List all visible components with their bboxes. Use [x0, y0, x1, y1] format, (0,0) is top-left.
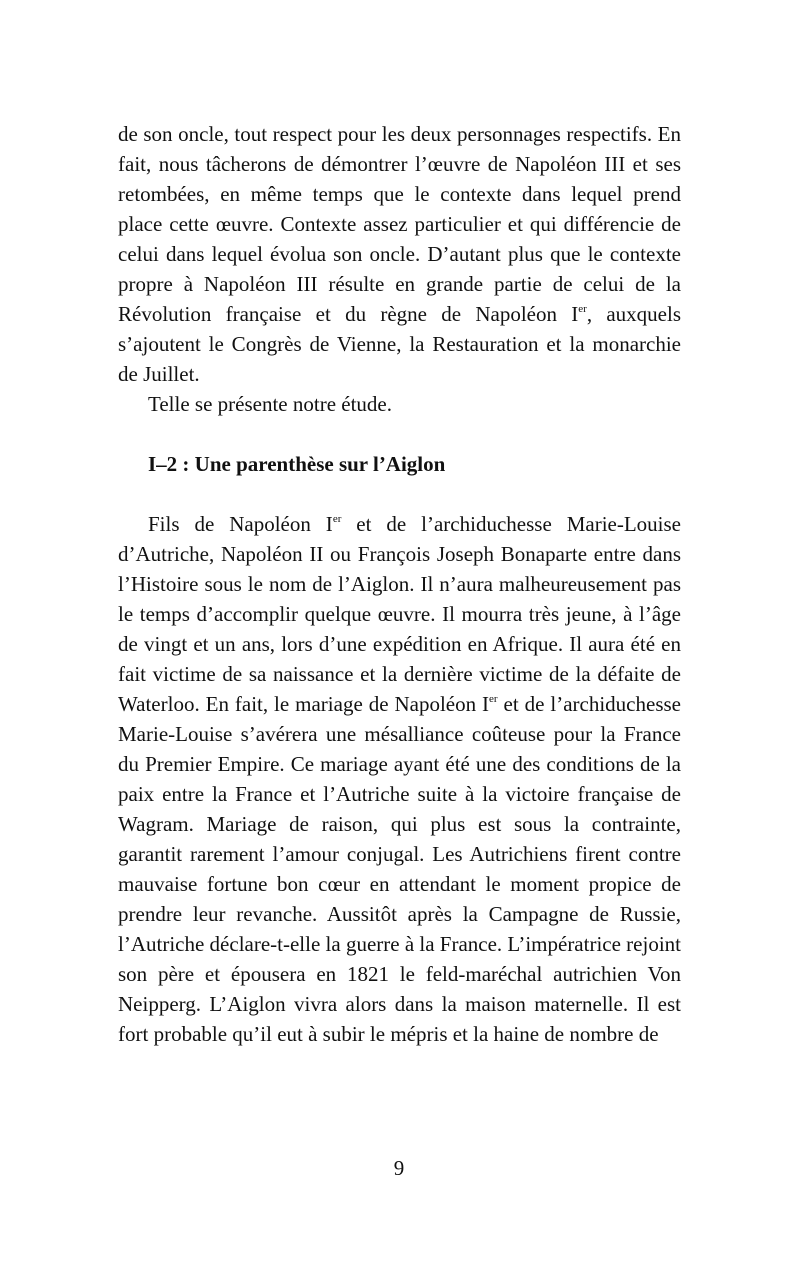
paragraph-1 — [118, 119, 681, 389]
paragraph-3 — [118, 509, 681, 1049]
superscript-er: er — [578, 303, 587, 315]
superscript-er: er — [332, 513, 342, 525]
superscript-er: er — [489, 693, 498, 705]
paragraph-1-text-b: , auxquels s’ajoutent le Congrès de Vienne, la Restauration et la monarchie de Juillet. — [118, 302, 681, 386]
paragraph-3-text-a: Fils de Napoléon I — [148, 512, 333, 536]
paragraph-3-text-b: et de l’archiduchesse Marie-Louise d’Autriche, Napoléon II ou François Joseph Bonaparte entre dans l’Histoire sous le nom de l’Aiglon. Il n’aura malheureusement pas le temps d’accomplir quelque œuvre. Il mourra très jeune, à l’âge de vingt et un ans, lors d’une expédition en Afrique. Il aura été en fait victime de sa naissance et la dernière victime de la défaite de Waterloo. En fait, le mariage de Napoléon I — [118, 512, 681, 716]
paragraph-3-text-c: et de l’archiduchesse Marie-Louise s’avérera une mésalliance coûteuse pour la France du Premier Empire. Ce mariage ayant été une des conditions de la paix entre la France et l’Autriche suite à la victoire française de Wagram. Mariage de raison, qui plus est sous la contrainte, garantit rarement l’amour conjugal. Les Autrichiens firent contre mauvaise fortune bon cœur en attendant le moment propice de prendre leur revanche. Aussitôt après la Campagne de Russie, l’Autriche déclare-t-elle la guerre à la France. L’impératrice rejoint son père et épousera en 1821 le feld-maréchal autrichien Von Neipperg. L’Aiglon vivra alors dans la maison maternelle. Il est fort probable qu’il eut à subir le mépris et la haine de nombre de — [118, 692, 682, 1046]
paragraph-1-text-a: de son oncle, tout respect pour les deux personnages respectifs. En fait, nous tâcherons de démontrer l’œuvre de Napoléon III et ses retombées, en même temps que le contexte dans lequel prend place cette œuvre. Contexte assez particulier et qui différencie de celui dans lequel évolua son oncle. D’autant plus que le contexte propre à Napoléon III résulte en grande partie de celui de la Révolution française et du règne de Napoléon I — [118, 122, 681, 326]
body-text — [118, 119, 681, 1049]
page-number: 9 — [393, 1156, 405, 1180]
section-heading: I–2 : Une parenthèse sur l’Aiglon — [148, 452, 446, 476]
paragraph-2: Telle se présente notre étude. — [148, 392, 393, 416]
